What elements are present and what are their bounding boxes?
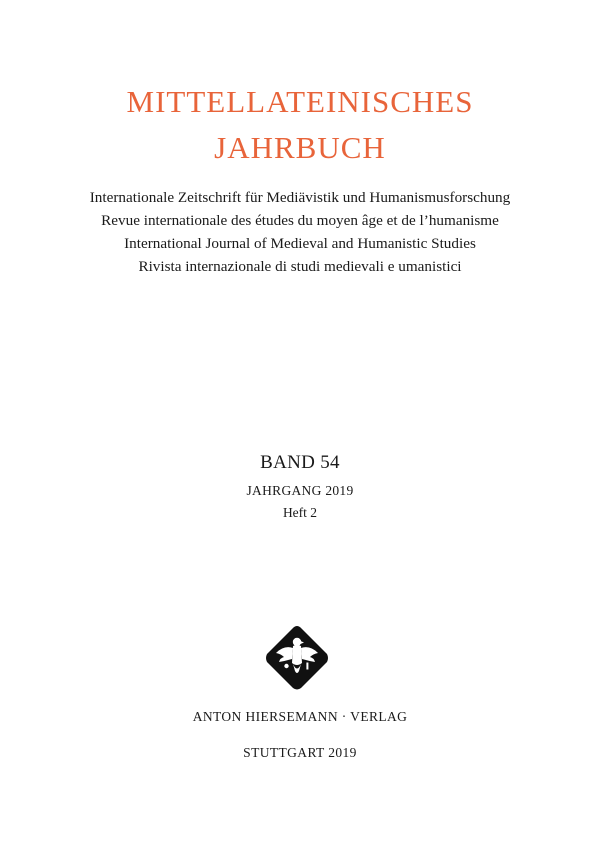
volume-number: BAND 54: [260, 452, 340, 473]
subtitle-block: [0, 186, 600, 278]
subtitle-french: Revue internationale des études du moyen âge et de l’humanisme: [101, 212, 499, 229]
journal-title-line-2: JAHRBUCH: [214, 130, 386, 165]
publisher-name: ANTON HIERSEMANN · VERLAG: [192, 709, 408, 724]
eagle-diamond-icon: [262, 623, 332, 693]
subtitle-german: Internationale Zeitschrift für Mediävistik und Humanismusforschung: [89, 189, 511, 206]
journal-title-line-1: MITTELLATEINISCHES: [126, 84, 474, 119]
publication-place-year: STUTTGART 2019: [243, 745, 357, 760]
subtitle-english: International Journal of Medieval and Humanistic Studies: [124, 235, 476, 252]
subtitle-italian: Rivista internazionale di studi medievali e umanistici: [138, 258, 462, 275]
volume-year: JAHRGANG 2019: [246, 483, 354, 498]
issue-number: Heft 2: [282, 505, 318, 520]
